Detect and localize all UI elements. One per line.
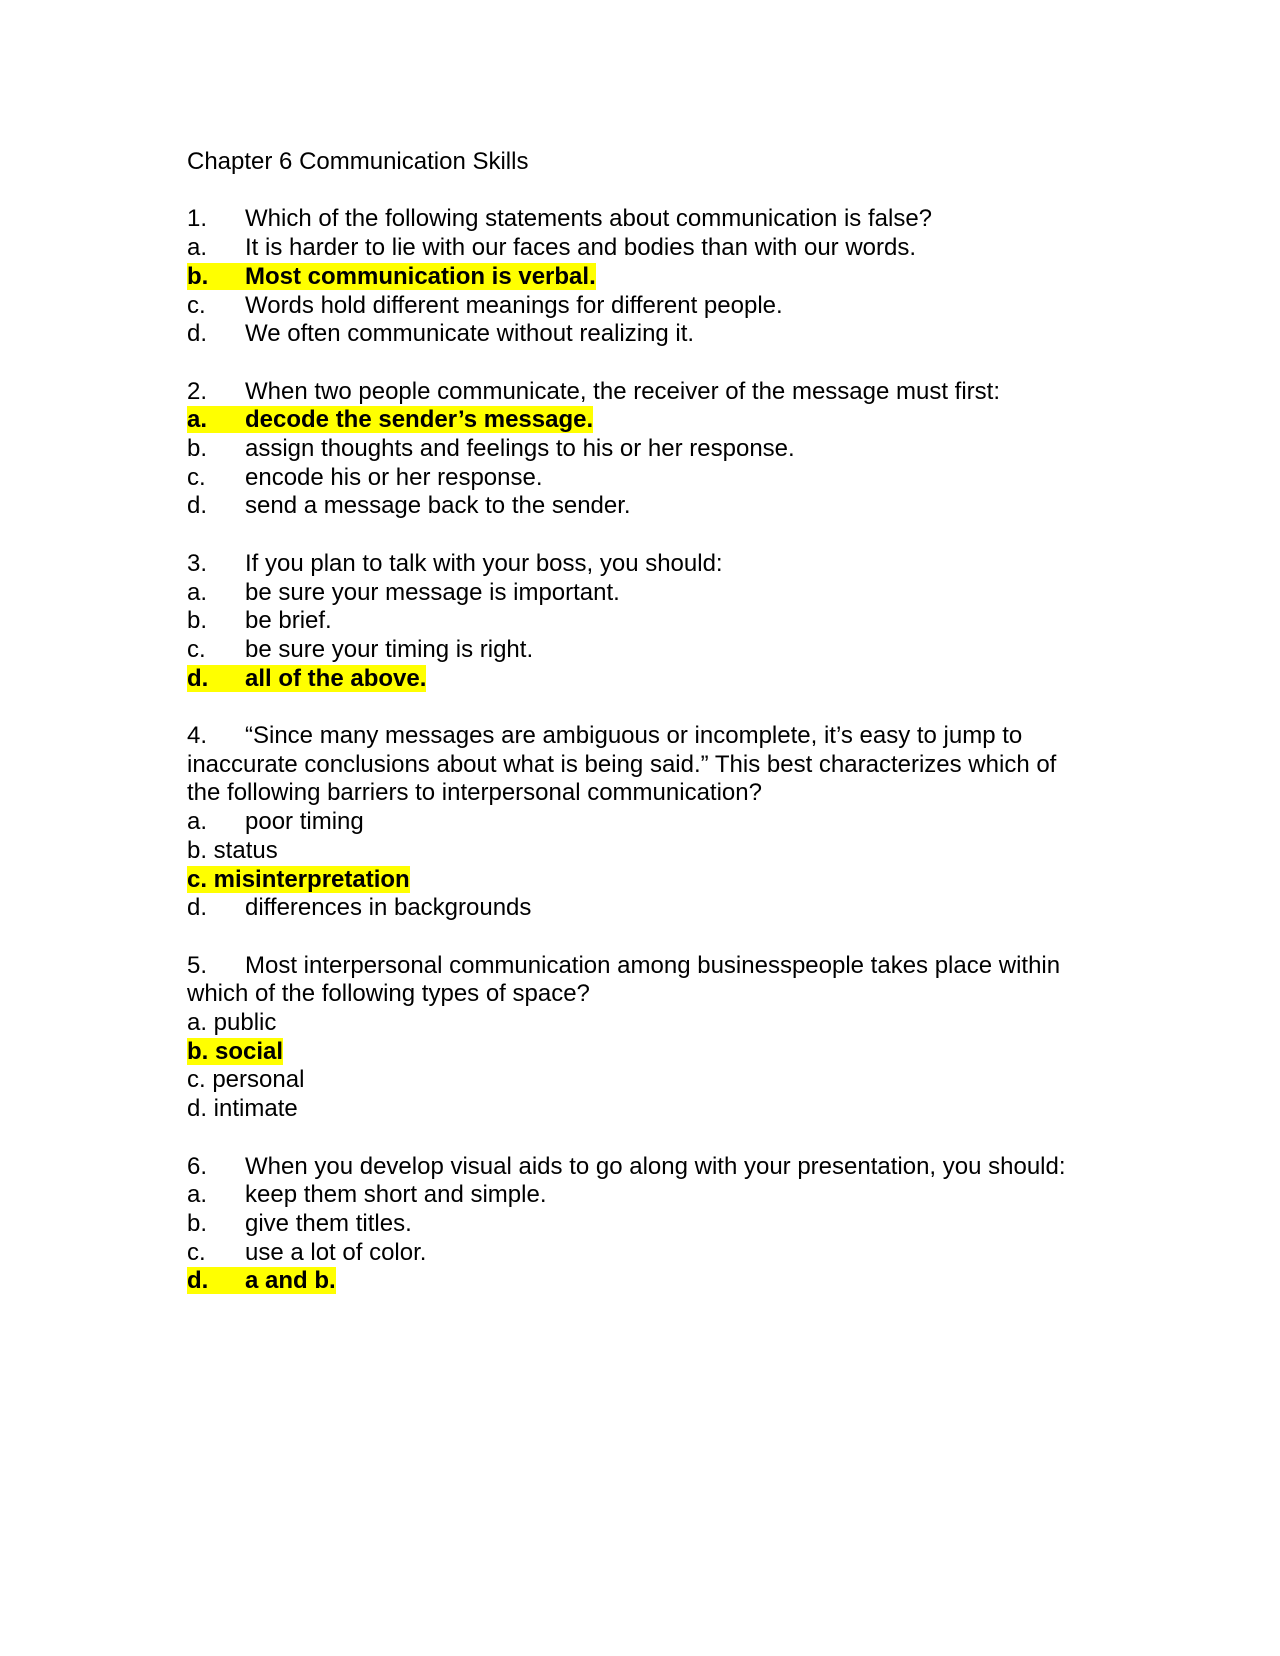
answer-option: c. use a lot of color. (187, 1238, 427, 1266)
question-2 (187, 378, 1067, 522)
option-letter: b. (187, 1209, 208, 1237)
answer-option: c. personal (187, 1066, 305, 1094)
question-1 (187, 205, 1067, 349)
answer-option: c. be sure your timing is right. (187, 635, 534, 663)
question-text: 2. When two people communicate, the receiver of the message must first: (187, 377, 1001, 405)
answer-option: a. poor timing (187, 808, 364, 836)
option-letter: c. (187, 1238, 206, 1266)
question-3 (187, 550, 1067, 694)
option-letter: b. (187, 262, 209, 290)
option-letter: b. (187, 435, 208, 462)
option-letter: c. (187, 635, 206, 663)
question-5 (187, 952, 1067, 1124)
correct-answer-option (187, 1038, 1067, 1067)
correct-answer-option (187, 406, 1067, 435)
option-letter: c. (187, 291, 206, 319)
question-number: 5. (187, 951, 208, 979)
answer-option: d. differences in backgrounds (187, 894, 532, 922)
question-text: 1. Which of the following statements about communication is false? (187, 205, 933, 233)
answer-option: c. encode his or her response. (187, 463, 543, 491)
document-page (187, 148, 1067, 1296)
answer-option: c. Words hold different meanings for different people. (187, 291, 783, 319)
question-text: 5. Most interpersonal communication among businesspeople takes place within which of the following types of space? (187, 951, 1061, 1008)
option-letter: d. (187, 1267, 209, 1295)
option-letter: a. (187, 808, 208, 836)
question-number: 1. (187, 205, 208, 233)
answer-option: d. We often communicate without realizing it. (187, 320, 695, 348)
correct-answer-option (187, 866, 1067, 895)
question-number: 4. (187, 722, 208, 749)
question-number: 6. (187, 1152, 208, 1180)
option-letter: a. (187, 1181, 208, 1209)
option-letter: a. (187, 234, 208, 262)
question-number: 3. (187, 549, 208, 577)
answer-option: a. be sure your message is important. (187, 578, 620, 606)
correct-answer-option (187, 263, 1067, 292)
option-letter: d. (187, 320, 208, 348)
correct-answer-option (187, 1267, 1067, 1296)
answer-highlight: b. social (187, 1037, 284, 1065)
answer-highlight: d. all of the above. (187, 664, 427, 692)
question-4 (187, 722, 1067, 923)
answer-option: a. public (187, 1009, 277, 1037)
option-letter: a. (187, 578, 208, 606)
answer-option: b. be brief. (187, 607, 332, 635)
option-letter: b. (187, 607, 208, 635)
answer-highlight: d. a and b. (187, 1267, 336, 1295)
question-text: 4. “Since many messages are ambiguous or incomplete, it’s easy to jump to inaccurate conclusions about what is being said.” This best characterizes which of the following barriers to interpersonal communication? (187, 722, 1057, 807)
answer-highlight: c. misinterpretation (187, 865, 410, 893)
answer-option: b. give them titles. (187, 1209, 412, 1237)
option-letter: d. (187, 894, 208, 922)
correct-answer-option (187, 665, 1067, 694)
answer-option: d. intimate (187, 1095, 298, 1123)
document-title: Chapter 6 Communication Skills (187, 148, 529, 175)
answer-option: a. keep them short and simple. (187, 1181, 547, 1209)
option-letter: a. (187, 406, 208, 434)
answer-option: b. assign thoughts and feelings to his or her response. (187, 435, 795, 462)
option-letter: d. (187, 492, 208, 520)
answer-option: a. It is harder to lie with our faces and bodies than with our words. (187, 234, 917, 262)
question-text: 6. When you develop visual aids to go along with your presentation, you should: (187, 1152, 1066, 1180)
question-number: 2. (187, 377, 208, 405)
answer-option: d. send a message back to the sender. (187, 492, 631, 520)
question-6 (187, 1153, 1067, 1297)
option-letter: d. (187, 664, 209, 692)
option-letter: c. (187, 463, 206, 491)
answer-highlight: b. Most communication is verbal. (187, 262, 596, 290)
answer-option: b. status (187, 836, 278, 864)
answer-highlight: a. decode the sender’s message. (187, 406, 594, 434)
question-text: 3. If you plan to talk with your boss, you should: (187, 549, 723, 577)
